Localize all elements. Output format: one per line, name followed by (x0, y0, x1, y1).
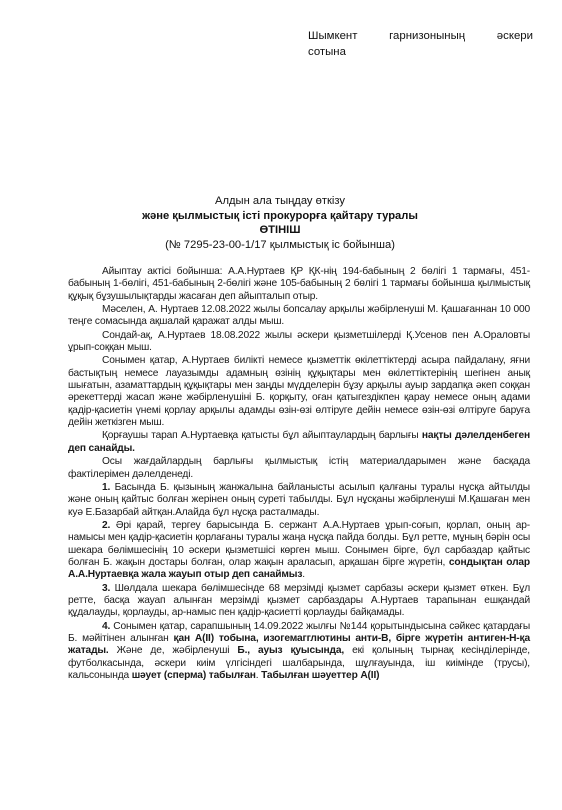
addressee-line-1 (308, 28, 533, 44)
paragraph-3-segment-1: Сондай-ақ, А.Нуртаев 18.08.2022 жылы әскери қызметшілерді Қ.Усенов пен А.Ораловты ұрып-соққан мыш. (68, 329, 530, 354)
paragraph-2 (68, 304, 530, 329)
addressee-line-2: сотына (308, 46, 346, 58)
paragraph-8-segment-1: 2. (102, 519, 116, 531)
paragraph-10-segment-7: екі қолының тырнақ кесінділерінде, футболкасында, әскери киім үлгісіндегі шалбарында, шұлғауында, іш киімінде (трусы), кальсонында (68, 645, 530, 681)
document-header (60, 194, 500, 252)
addressee-block (308, 28, 533, 60)
paragraph-4 (68, 355, 530, 429)
paragraph-5-segment-2: нақты дәлелденбеген деп санайды. (68, 430, 530, 454)
paragraph-2-segment-1: Мәселен, А. Нуртаев 12.08.2022 жылы бопсалау арқылы жәбірленуші М. Қашағаннан 10 000 теңге сомасында ақшалай қаражат алды мыш. (68, 304, 530, 328)
case-number: (№ 7295-23-00-1/17 қылмыстық іс бойынша) (165, 238, 395, 251)
paragraph-8-segment-2: Әрі қарай, тергеу барысында Б. сержант А.А.Нуртаев ұрып-соғып, қорлап, оның ар-намысы мен қадір-қасиетін қорлағаны туралы жаңа нұсқа пайда болды. Бұл ретте, мұның бәрін осы шекара бөлімшесінің 10 әскери қызметшісі көрген мыш. Сонымен бірге, бұл сарбаздар қайтыс болған Б. жақын достары болған, олар жақын араласып, арқашан бірге жүретін, (68, 519, 530, 568)
paragraph-10-segment-4: қан А(II) тобына, изогемагглютины анти-В, бірге жүретін антиген-Н-қа жатады. (68, 632, 530, 657)
paragraph-10-segment-8: шәует (сперма) табылған (131, 670, 256, 681)
paragraph-8-segment-3: сондықтан олар А.А.Нуртаевқа жала жауып отыр деп санаймыз (68, 556, 530, 581)
paragraph-3 (68, 330, 530, 355)
paragraph-10 (68, 621, 530, 683)
paragraph-10-segment-5: Және де, жәбірленуші (108, 645, 238, 657)
paragraph-1 (68, 266, 530, 303)
paragraph-10-segment-1: 4. (102, 620, 114, 632)
addressee-word-2: гарнизонының (389, 30, 466, 42)
paragraph-10-segment-9: . (255, 670, 262, 681)
document-body (68, 266, 530, 682)
header-line-2: және қылмыстық істі прокурорға қайтару туралы (142, 209, 418, 222)
paragraph-8 (68, 520, 530, 582)
document-title: ӨТІНІШ (259, 224, 301, 236)
addressee-word-3: әскери (496, 30, 533, 42)
paragraph-4-segment-1: Сонымен қатар, А.Нуртаев билікті немесе қызметтік өкілеттіктерді асыра пайдалану, яғни бастықтың немесе лауазымды адамның өзінің құқықтары мен өкілеттіктерінің шегінен анық шығатын, азаматтардың құқықтары мен заңды мүдделерін бұзу арқылы ауыр зардапқа әкеп соққан әрекеттерді жасап және жәбірленушіні Б. қорқыту, оған қатыгездікпен қарау немесе оның адами қадір-қасиетін үнемі қорлау арқылы адамды өзін-өзі өлтіруге дейін немесе өзін-өзі өлтіруге баруға дейін жеткізген мыш. (68, 355, 530, 429)
paragraph-5-segment-1: Қорғаушы тарап А.Нуртаевқа қатысты бұл айыптаулардың барлығы (102, 430, 422, 442)
paragraph-6-segment-1: Осы жағдайлардың барлығы қылмыстық істің материалдарымен және басқада фактілерімен дәлелденеді. (68, 456, 530, 480)
paragraph-8-segment-4: . (302, 569, 305, 581)
paragraph-9-segment-2: Шөлдала шекара бөлімшесінде 68 мерзімді қызмет сарбазы әскери қызмет өткен. Бұл ретте, басқа жауап алынған мерзімді қызмет сарбаздары А.Нуртаев тарапынан ешқандай құдалауды, қорлауды, ар-намыс пен қадір-қасиетті қорлауды байқамады. (68, 582, 530, 619)
paragraph-10-segment-10: Табылған шәуеттер А(II) (261, 670, 380, 681)
paragraph-10-segment-2: Сонымен қатар, сарапшының 14.09.2022 жылғы №144 қорытындысына сәйкес қатардағы (113, 620, 530, 632)
paragraph-7-segment-1: 1. (102, 481, 115, 493)
paragraph-7-segment-2: Басында Б. қызының жанжалына байланысты асылып қалғаны туралы нұсқа айтылды және оның қайтыс болған жерінен оның суреті табылды. Бұл нұсқаны жәбірленуші М.Қашаған мен куә Е.Базарбай айтқан.Алайда бұл нұсқа расталмады. (68, 481, 530, 518)
paragraph-10-segment-3: Б. мәйітінен алынған (68, 632, 174, 644)
paragraph-7 (68, 482, 530, 519)
paragraph-10-segment-6: Б., ауыз қуысында, (237, 645, 345, 657)
addressee-word-1: Шымкент (308, 30, 358, 42)
paragraph-9-segment-1: 3. (102, 582, 115, 594)
header-line-1: Алдын ала тыңдау өткізу (215, 195, 345, 207)
paragraph-6 (68, 456, 530, 481)
paragraph-5 (68, 430, 530, 455)
paragraph-1-segment-1: Айыптау актісі бойынша: А.А.Нуртаев ҚР ҚК-нің 194-бабының 2 бөлігі 1 тармағы, 451-бабының 1-бөлігі, 451-бабының 2-бөлігі және 105-бабының 2 бөлігі 1 тармағы бойынша қылмыстық құқық бұзушылықтарды жасаған деп айыпталып отыр. (68, 266, 530, 302)
paragraph-9 (68, 583, 530, 620)
